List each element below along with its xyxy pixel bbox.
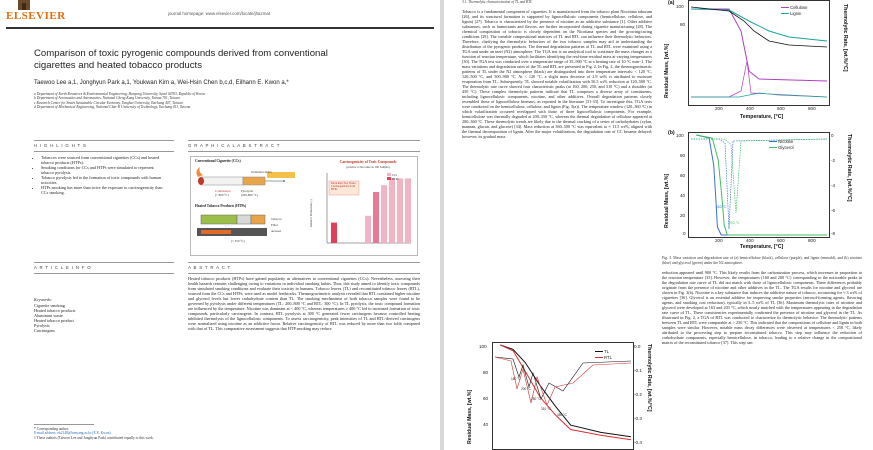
graphical-abstract[interactable] <box>190 156 418 256</box>
figure-2[interactable] <box>464 340 654 450</box>
ga-legend-htps <box>387 177 399 181</box>
fig3b-ytick-right: -8 <box>831 231 836 236</box>
ga-chart-subtitle: (relative to Nicotine as 100 Sample) <box>346 165 390 169</box>
article-info-rule-2 <box>34 273 174 274</box>
fig2-ytick-right: -0.2 <box>634 392 642 397</box>
highlights-rule-2 <box>34 151 174 152</box>
ga-chart-ylabel: Relative Production (-) <box>309 199 313 227</box>
journal-homepage-text: journal homepage: www.elsevier.com/locate/jhazmat <box>168 11 271 16</box>
footnote-rule <box>34 424 94 425</box>
highlight-item: • HTPs smoking has more than twice the exposure to carcinogenicity than CCs smoking. <box>41 185 164 195</box>
affiliations <box>34 92 414 110</box>
abstract-text: Heated tobacco products (HTPs) have gained popularity as alternatives to conventional cigarettes (CCs). Nevertheless, assessing their health hazards remains challenging owing to variations in individual smoking habits. Thus, this study aimed to identify toxic compounds from simulated smoking conditions and evaluate their toxicity in humans. Tobacco leaves (TL) and reconstituted tobacco leaves (RTL), sourced from the CCs and HTPs, were used as model feedstocks. Thermogravimetric analysis revealed that RTL contained higher nicotine and glycerol levels but lower carbohydrate content than TL. The smoking mechanisms of both tobacco samples were found to be governed by pyrolysis under different temperatures (TL: 200–800 °C and RTL: 300 °C). In TL pyrolysis, the toxic compound formation are influenced by the temperature. Nicotine was dominant at < 400 °C, whereas temperatures ≥ 400 °C led to increased formation of toxic compounds, particularly carcinogens. In contrast, RTL pyrolysis at 300 °C generated fewer carcinogens because controlled heating inhibited thermolysis of the lignocellulosic components. To assess carcinogenicity, peak intensities of TL and RTL-derived carcinogens were normalized using nicotine as an addictive factor. Relative carcinogenicity of RTL was reduced by more than two folds compared with that of TL. This comparative assessment suggests that HTP smoking may reduce <box>188 276 420 331</box>
fig3b-ytick-right: -2 <box>831 158 836 163</box>
legend-label-ccs: CCs <box>391 173 397 177</box>
fig3a-legend-cellulose <box>781 5 807 10</box>
ga-bar-ccs <box>365 216 371 243</box>
legend-label-cellulose: Cellulose <box>790 5 808 10</box>
legend-swatch-ccs <box>387 173 391 176</box>
legend-label-tl: TL <box>604 349 609 354</box>
ga-bar-ccs <box>381 185 387 243</box>
footnote-email[interactable]: E-mail address: ek2148@hanyang.ac.kr (E.E. Kwon). <box>34 431 112 436</box>
fig3a-ytick: 80 <box>680 22 686 27</box>
title-line-2: cigarettes and heated tobacco products <box>34 60 203 71</box>
highlight-item: • Tobacco pyrolysis led to the formation of toxic compounds with human toxicities. <box>41 175 164 185</box>
fig3b-ytick: 20 <box>680 213 686 218</box>
fig3a-ytick: 100 <box>676 4 684 9</box>
keyword: Cigarette smoking <box>34 303 65 308</box>
fig2-annotation: 160 °C <box>511 377 521 381</box>
series-line-glycerol <box>696 135 827 235</box>
ga-label-oxidation: Oxidation Index <box>251 170 272 174</box>
fig3a-xtick: 400 <box>746 106 754 111</box>
keywords-list <box>34 303 164 333</box>
legend-line-glycerol <box>769 147 777 148</box>
journal-homepage[interactable] <box>168 11 270 16</box>
ga-label-aerosol: Aerosol <box>271 229 282 233</box>
fig2-ylabel-right: Thermolytic Rate, [wt.%/°C] <box>646 344 652 412</box>
fig3b-ytick: 100 <box>676 133 684 138</box>
abstract-heading: A B S T R A C T <box>188 265 231 270</box>
fig2-ytick-right: 0.0 <box>634 344 641 349</box>
fig2-annotation: 200 °C <box>521 387 531 391</box>
ga-inset-text: More than Two Times Carcinogenicity from HTPs <box>331 182 356 192</box>
graphical-abstract-heading: G R A P H I C A L A B S T R A C T <box>188 143 281 148</box>
body-text-left: Tobacco is a fundamental component of cigarettes. It is manufactured from the tobacco plant Nicotiana tabacum [26], and its structural formation is supported by lignocellulosic components (hemicellulose, cellulose, and lignin) [27]. Tobacco is characterized by the presence of nicotine as an addictive substance [1]. Other additive substances, such as humectants and flavors, are further incorporated during cigarette manufacturing [28]. The chemical composition of tobacco is closely dependent on the Nicotiana species and the growing/curing conditions [29]. The variable compositional matrices of TL and RTL can influence their thermolytic behaviors. Therefore, clarifying the thermolytic behaviors of the two tobacco samples may aid in understanding the distribution of the pyrogenic products. The thermal degradation patterns of TL and RTL were examined using a TGA unit under an inert (N2) atmosphere. The TGA test is an analytical tool to scrutinize the mass changes as a function of reaction temperature, which facilitates identifying the real-time residual mass at varying temperatures [30]. The TGA test was conducted over a temperature range of 35–900 °C at a heating rate of 10 °C min−1. The mass variations and degradation rates of the TL and RTL are presented in Fig. 2. In Fig. 2, the thermogravimetric patterns of TL under the N2 atmosphere (black) are distinguished into three temperature intervals: < 120 °C, 120–500 °C, and 500–900 °C. At < 120 °C, a slight mass decrease of 2.9 wt% is attributed to moisture evaporation from TL. Subsequently, TL showed notable volatilization with 56.5 wt% reduction at 120–500 °C. The thermolytic rate curve showed four characteristic peaks (at 160, 200, 250, and 310 °C) and a shoulder (at 450 °C). These complex thermolytic patterns indicate that TL comprises a diverse array of constituents, including lignocellulosic components, nicotine, and other additives. Overall degradation patterns closely resembled those of lignocellulose biomass, as reported in the literature [31-33]. To investigate this, TGA tests were conducted on the hemicellulose, cellulose, and lignin (Fig. 3(a)). The temperature window (120–360 °C) in which volatilization occurred overlapped with those of three lignocellulosic components. For example, hemicellulose was thermally degraded at 200–350 °C, whereas the thermal degradation of cellulose appeared at 200–360 °C. These thermolytic trends are likely due to the thermal cracking of a series of carbohydrates (xylan, mannan, glucan, and glucose) [34]. Mass reduction at 360–500 °C was equivalent to ≈ 11.5 wt%, aligned with the thermal decomposition of lignin. After the major volatilization, the degradation rate of CC became delayed; however, its gradual mass <box>462 9 652 139</box>
fig3a-xtick: 800 <box>808 106 816 111</box>
footnotes <box>34 427 414 440</box>
ga-bar-ccs <box>397 178 403 243</box>
footnote-corresponding: * Corresponding author. <box>34 427 69 431</box>
fig3b-plot-area <box>688 132 830 238</box>
ga-rule-2 <box>188 151 420 152</box>
fig3b-legend-glycerol <box>769 145 794 150</box>
elsevier-logo[interactable] <box>6 0 66 22</box>
legend-line-nicotine <box>769 141 777 142</box>
keywords-label: Keywords: <box>34 297 52 302</box>
keyword: Heated tobacco products <box>34 308 76 313</box>
fig3a-legend-lignin <box>781 11 801 16</box>
figure-3b[interactable] <box>658 130 873 250</box>
fig3b-ytick-right: -4 <box>831 183 836 188</box>
fig3a-panel-label: (a) <box>668 0 675 6</box>
fig3b-ytick: 60 <box>680 173 686 178</box>
fig3b-annotation-163: 163 °C <box>716 205 727 209</box>
body-text-right: reduction appeared until 900 °C. This likely results from the carbonization process, which increases in proportion to the reaction temperature [35]. However, the temperatures (160 and 200 °C) corresponding to the noticeable peaks in the degradation rate curve of TL did not match with those of lignocellulosic components. These differences probably originate from the presence of nicotine and other additives in the TL. The TGA results for nicotine and glycerol are shown in Fig. 3(b). Nicotine is a key substance that induces the addictive nature of tobacco, accounting for ≈ 3 wt% of cigarettes [36]. Glycerol is an essential additive for improving smoke properties (aerosol-forming agents, flavoring agents, and smoking cost reduction), typically in 3–5 wt% of TL [36]. Maximum thermolytic rates of nicotine and glycerol were developed at 163 and 203 °C, which nearly matched with the temperatures appearing in the degradation rate curve of TL. These consistencies experimentally confirmed the presence of nicotine and glycerol in the TL. As illustrated in Fig. 2, a TGA of RTL was conducted to characterize its thermolytic behavior. The thermolytic patterns between TL and RTL were comparable at > 250 °C. This indicated that the compositions of cellulose and lignin in both samples were similar. However, notable mass decay differences were observed at temperatures < 250 °C, likely attributed to the processing step to prepare reconstituted tobacco. This step may influence the reduction of carbohydrate components, especially hemicellulose, in tobacco, leading to a relative change in the compositional matrix of the reconstituted tobacco [37]. This step can <box>662 270 862 345</box>
fig2-legend-tl <box>595 349 609 354</box>
legend-label-nicotine: Nicotine <box>778 139 794 144</box>
keyword: Aluminum waste <box>34 313 63 318</box>
fig2-legend-rtl <box>595 355 612 360</box>
legend-swatch-htps <box>387 177 391 180</box>
header-divider <box>6 27 434 29</box>
fig3-caption: Fig. 3. Mass variation and degradation rate of (a) hemicellulose (black), cellulose (purple), and lignin (emerald), and (b) nicotine (blue) and glycerol (green) under the N2 atmosphere. <box>662 256 862 265</box>
fig2-annotation: 450 °C <box>557 413 567 417</box>
cc-title: Conventional Cigarette (CCs) <box>195 159 241 163</box>
ga-label-filter: Filter <box>271 223 278 227</box>
fig3a-plot-area <box>688 0 830 106</box>
abstract-rule-2 <box>188 273 420 274</box>
affiliation-b: b Department of Aeronautics and Astronautics, National Cheng Kung University, Tainan 701, Taiwan <box>34 96 180 101</box>
ga-bar-ccs <box>389 178 395 243</box>
ga-label-pyrolysis: Pyrolysis <box>241 189 253 193</box>
fig3b-xlabel: Temperature, [°C] <box>740 244 784 250</box>
fig3b-ytick-right: -6 <box>831 208 836 213</box>
legend-line-rtl <box>595 357 603 358</box>
ga-bar-ccs <box>405 178 411 243</box>
fig3b-xtick: 600 <box>777 238 785 243</box>
fig3b-xtick: 200 <box>715 238 723 243</box>
keyword: Heated tobacco product <box>34 318 74 323</box>
fig3b-legend-nicotine <box>769 139 793 144</box>
fig2-ylabel: Residual Mass, [wt.%] <box>467 389 473 444</box>
fig2-annotation: 310 °C <box>541 407 551 411</box>
affiliation-d: d Department of Mechanical Engineering, National Chin-Yi University of Technology, Taichung 411, Taiwan <box>34 105 191 110</box>
ga-rule <box>188 140 420 141</box>
legend-line-lignin <box>781 13 789 14</box>
fig3b-ytick-right: 0 <box>831 133 834 138</box>
legend-label-glycerol: Glycerol <box>778 145 794 150</box>
highlight-item: • Tobaccos were sourced from conventional cigarettes (CCs) and heated tobacco products (HTPs). <box>41 155 164 165</box>
ga-bar-htps <box>331 223 337 243</box>
fig3a-xtick: 200 <box>715 106 723 111</box>
fig2-annotation: 250 °C <box>531 397 541 401</box>
fig3a-ylabel: Residual Mass, [wt.%] <box>664 43 670 98</box>
fig3a-xlabel: Temperature, [°C] <box>740 114 784 120</box>
fig3a-curves <box>689 1 829 105</box>
legend-label-rtl: RTL <box>604 355 613 360</box>
article-info-heading: A R T I C L E I N F O <box>34 265 92 270</box>
keyword: Carcinogens <box>34 328 55 333</box>
fig2-ytick: 40 <box>483 422 489 427</box>
legend-label-htps: HTPs <box>391 177 399 181</box>
fig3b-xtick: 400 <box>746 238 754 243</box>
abstract-rule <box>188 262 420 263</box>
legend-line-tl <box>595 351 603 352</box>
figure-3a[interactable] <box>658 0 873 125</box>
fig3b-ytick: 80 <box>680 153 686 158</box>
highlights-rule <box>34 140 174 141</box>
fig2-plot-area <box>492 342 634 450</box>
ga-label-tobacco: Tobacco <box>271 217 282 221</box>
fig3b-curves <box>689 133 829 237</box>
ga-bar-ccs <box>373 192 379 243</box>
footnote-equal-contribution: 1 These authors (Taewoo Lee and Jonghyun Park) contributed equally to this work. <box>34 435 154 440</box>
ga-chart-title: Carcinogenicity of Toxic Compounds <box>339 160 397 164</box>
article-info-rule <box>34 262 174 263</box>
fig2-ytick: 60 <box>483 396 489 401</box>
article-title <box>34 48 414 72</box>
fig3b-ytick: 40 <box>680 193 686 198</box>
highlight-item: • Smoking conditions for CCs and HTPs were simulated to represent tobacco pyrolysis. <box>41 165 164 175</box>
ga-temp-combustion: (> 800 °C) <box>215 193 229 197</box>
title-line-1: Comparison of toxic pyrogenic compounds derived from conventional <box>34 48 328 59</box>
ga-temp-htp: (< 350 °C) <box>231 239 245 243</box>
affiliation-a: a Department of Earth Resources & Environmental Engineering, Hanyang University, Seoul 04763, Republic of Korea <box>34 92 205 96</box>
fig2-ytick: 100 <box>479 344 487 349</box>
fig3a-xtick: 600 <box>777 106 785 111</box>
highlights-list <box>34 155 164 195</box>
fig2-ytick: 80 <box>483 370 489 375</box>
keyword: Pyrolysis <box>34 323 50 328</box>
section-heading: 3.1. Thermolytic characterization of TL and RTL <box>462 0 533 4</box>
legend-label-lignin: Lignin <box>790 11 802 16</box>
fig3b-ytick: 0 <box>683 231 686 236</box>
highlights-heading: H I G H L I G H T S <box>34 143 87 148</box>
ga-temp-pyrolysis: (200-800 °C) <box>241 193 258 197</box>
fig3b-ylabel-right: Thermolytic Rate, [wt.%/°C] <box>846 134 852 202</box>
article-page-2 <box>444 0 873 450</box>
legend-line-cellulose <box>781 7 789 8</box>
author-list: Taewoo Lee a,1, Jonghyun Park a,1, Youkwan Kim a, Wei-Hsin Chen b,c,d, Eilhann E. Kwon a,* <box>34 80 289 86</box>
fig3b-annotation-203: 203 °C <box>729 221 740 225</box>
fig2-ytick-right: -0.1 <box>634 368 642 373</box>
fig3b-panel-label: (b) <box>668 130 675 136</box>
fig3a-ylabel-right: Thermolytic Rate, [wt.%/°C] <box>842 4 848 72</box>
rtl-rate-curve <box>495 357 631 405</box>
fig3b-ylabel: Residual Mass, [wt.%] <box>664 173 670 228</box>
fig2-ytick-right: -0.4 <box>634 440 642 445</box>
htp-title: Heated Tobacco Products (HTPs) <box>195 204 247 208</box>
fig3b-xtick: 800 <box>808 238 816 243</box>
affiliation-c: c Research Center for Smart Sustainable Circular Economy, Tunghai University, Taichung 407, Taiwan <box>34 100 183 105</box>
ga-label-combustion: Combustion <box>215 189 231 193</box>
publisher-name: ELSEVIER <box>6 10 66 22</box>
fig2-ytick-right: -0.3 <box>634 416 642 421</box>
